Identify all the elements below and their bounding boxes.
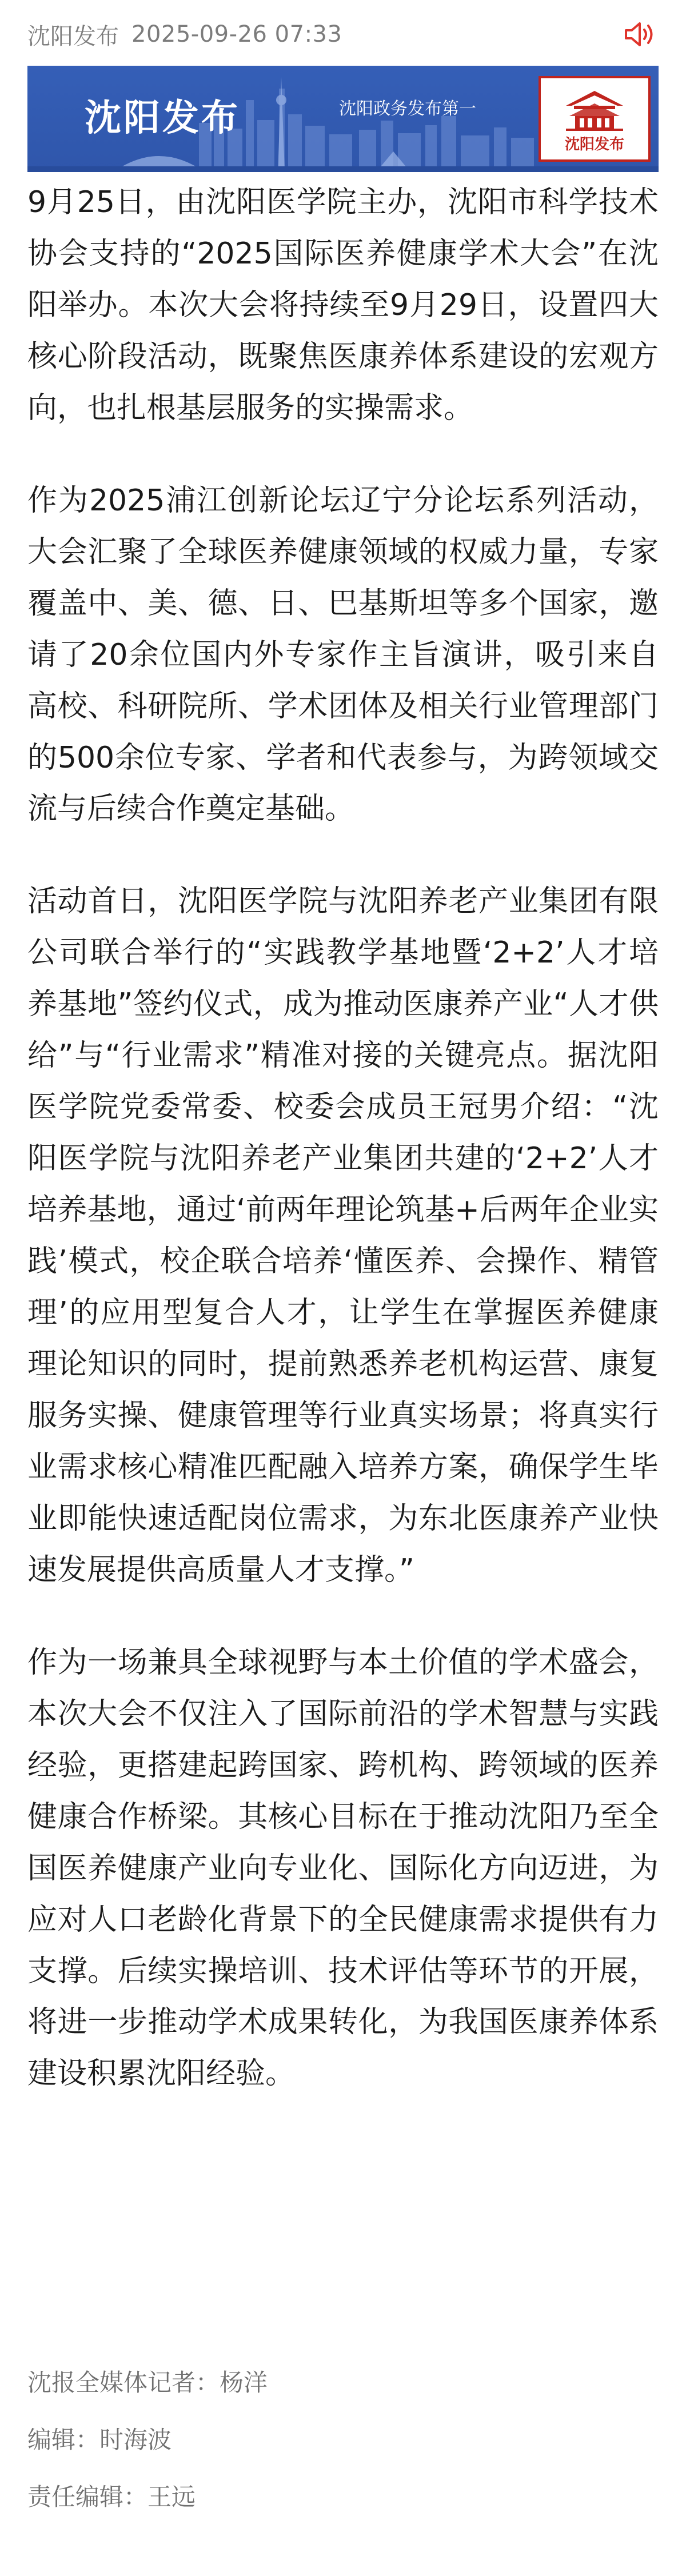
article-paragraph: 活动首日，沈阳医学院与沈阳养老产业集团有限公司联合举行的“实践教学基地暨‘2+2’人才培养基地”签约仪式，成为推动医康养产业“人才供给”与“行业需求”精准对接的关键亮点。据沈阳医学院党委常委、校委会成员王冠男介绍：“沈阳医学院与沈阳养老产业集团共建的‘2+2’人才培养基地，通过‘前两年理论筑基+后两年企业实践’模式，校企联合培养‘懂医养、会操作、精管理’的应用型复合人才，让学生在掌握医养健康理论知识的同时，提前熟悉养老机构运营、康复服务实操、健康管理等行业真实场景；将真实行业需求核心精准匹配融入培养方案，确保学生毕业即能快速适配岗位需求，为东北医康养产业快速发展提供高质量人才支撑。” [27, 884, 659, 1587]
publish-time: 2025-09-26 07:33 [131, 21, 342, 47]
brand-logo-text: 沈阳发布 [564, 136, 624, 153]
banner-slogan: 沈阳政务发布第一 [339, 99, 476, 119]
brand-logo [539, 76, 651, 162]
article-body [27, 177, 659, 2141]
article-paragraph: 作为一场兼具全球视野与本土价值的学术盛会，本次大会不仅注入了国际前沿的学术智慧与实践经验，更搭建起跨国家、跨机构、跨领域的医养健康合作桥梁。其核心目标在于推动沈阳乃至全国医养健康产业向专业化、国际化方向迈进，为应对人口老龄化背景下的全民健康需求提供有力支撑。后续实操培训、技术评估等环节的开展，将进一步推动学术成果转化，为我国医康养体系建设积累沈阳经验。 [27, 1645, 659, 2091]
reporter-credit: 沈报全媒体记者：杨洋 [27, 2369, 268, 2397]
article-paragraph: 9月25日，由沈阳医学院主办，沈阳市科学技术协会支持的“2025国际医养健康学术大会”在沈阳举办。本次大会将持续至9月29日，设置四大核心阶段活动，既聚焦医康养体系建设的宏观方向，也扎根基层服务的实操需求。 [27, 185, 659, 425]
source-name[interactable]: 沈阳发布 [27, 23, 119, 50]
chief-editor-credit: 责任编辑：王远 [27, 2483, 196, 2511]
article-credits [27, 2371, 659, 2542]
editor-credit: 编辑：时海波 [27, 2426, 172, 2454]
article-paragraph: 作为2025浦江创新论坛辽宁分论坛系列活动，大会汇聚了全球医养健康领域的权威力量，专家覆盖中、美、德、日、巴基斯坦等多个国家，邀请了20余位国内外专家作主旨演讲，吸引来自高校、科研院所、学术团体及相关行业管理部门的500余位专家、学者和代表参与，为跨领域交流与后续合作奠定基础。 [27, 483, 659, 826]
speaker-icon[interactable] [621, 17, 659, 51]
article-meta-bar [27, 17, 659, 51]
header-banner [27, 66, 659, 172]
banner-title: 沈阳发布 [85, 97, 240, 139]
article-meta [27, 18, 342, 51]
